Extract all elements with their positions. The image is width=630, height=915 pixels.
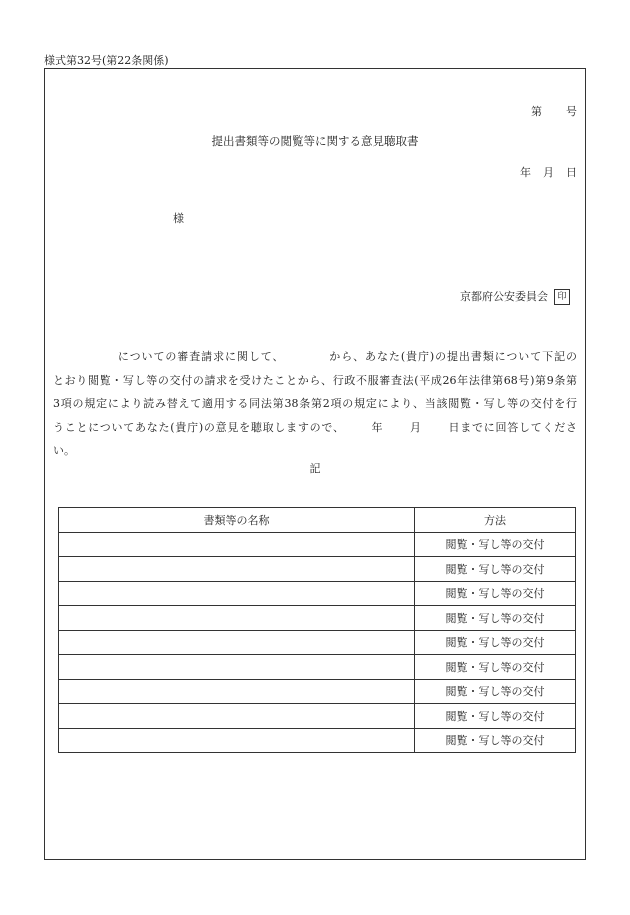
row-name-cell[interactable] xyxy=(59,532,415,557)
row-method-cell: 閲覧・写し等の交付 xyxy=(415,704,576,729)
body-line-4a: うことについてあなた(貴庁)の意見を聴取しますので、 xyxy=(53,420,345,434)
document-number-dai: 第 xyxy=(531,105,542,118)
table-row xyxy=(59,728,576,753)
documents-table xyxy=(58,507,576,753)
row-method-cell: 閲覧・写し等の交付 xyxy=(415,630,576,655)
row-method-cell: 閲覧・写し等の交付 xyxy=(415,532,576,557)
document-number-go: 号 xyxy=(566,105,577,118)
row-method-cell: 閲覧・写し等の交付 xyxy=(415,679,576,704)
row-name-cell[interactable] xyxy=(59,704,415,729)
issuer-name: 京都府公安委員会 xyxy=(460,290,548,303)
table-row xyxy=(59,532,576,557)
body-line-4 xyxy=(53,416,577,440)
table-row xyxy=(59,581,576,606)
ki-heading: 記 xyxy=(309,462,321,475)
document-title: 提出書類等の閲覧等に関する意見聴取書 xyxy=(211,134,419,148)
date-year: 年 xyxy=(520,166,531,179)
row-method-cell: 閲覧・写し等の交付 xyxy=(415,557,576,582)
table-row xyxy=(59,630,576,655)
issue-date xyxy=(520,164,577,180)
body-line-1b: から、あなた(貴庁)の提出書類について下記の xyxy=(328,350,577,363)
body-line-3: 3項の規定により読み替えて適用する同法第38条第2項の規定により、当該閲覧・写し等の交付を行 xyxy=(53,397,577,410)
body-line-4-month: 月 xyxy=(409,420,422,434)
body-line-2: とおり閲覧・写し等の交付の請求を受けたことから、行政不服審査法(平成26年法律第68号)第9条第 xyxy=(53,373,577,387)
addressee: 様 xyxy=(173,212,184,225)
date-day: 日 xyxy=(566,166,577,179)
form-number: 様式第32号(第22条関係) xyxy=(44,54,169,67)
date-month: 月 xyxy=(543,166,554,179)
table-row xyxy=(59,679,576,704)
body-line-4d: 日までに回答してくださ xyxy=(447,420,578,434)
seal-mark: 印 xyxy=(554,289,570,305)
row-name-cell[interactable] xyxy=(59,655,415,680)
table-row xyxy=(59,606,576,631)
row-name-cell[interactable] xyxy=(59,679,415,704)
document-frame xyxy=(44,68,586,860)
body-line-4-year: 年 xyxy=(370,420,384,434)
row-method-cell: 閲覧・写し等の交付 xyxy=(415,728,576,753)
table-row xyxy=(59,557,576,582)
body-line-1 xyxy=(53,345,577,369)
row-name-cell[interactable] xyxy=(59,630,415,655)
table-row xyxy=(59,655,576,680)
document-number xyxy=(531,103,577,119)
table-header-row xyxy=(59,508,576,533)
row-method-cell: 閲覧・写し等の交付 xyxy=(415,655,576,680)
body-line-1a: についての審査請求に関して、 xyxy=(117,350,285,363)
row-method-cell: 閲覧・写し等の交付 xyxy=(415,606,576,631)
header-method: 方法 xyxy=(415,508,576,533)
row-name-cell[interactable] xyxy=(59,581,415,606)
body-line-5: い。 xyxy=(53,444,75,457)
header-name: 書類等の名称 xyxy=(59,508,415,533)
row-name-cell[interactable] xyxy=(59,728,415,753)
table-row xyxy=(59,704,576,729)
row-method-cell: 閲覧・写し等の交付 xyxy=(415,581,576,606)
body-text xyxy=(53,345,577,463)
row-name-cell[interactable] xyxy=(59,557,415,582)
issuer xyxy=(460,288,570,305)
row-name-cell[interactable] xyxy=(59,606,415,631)
